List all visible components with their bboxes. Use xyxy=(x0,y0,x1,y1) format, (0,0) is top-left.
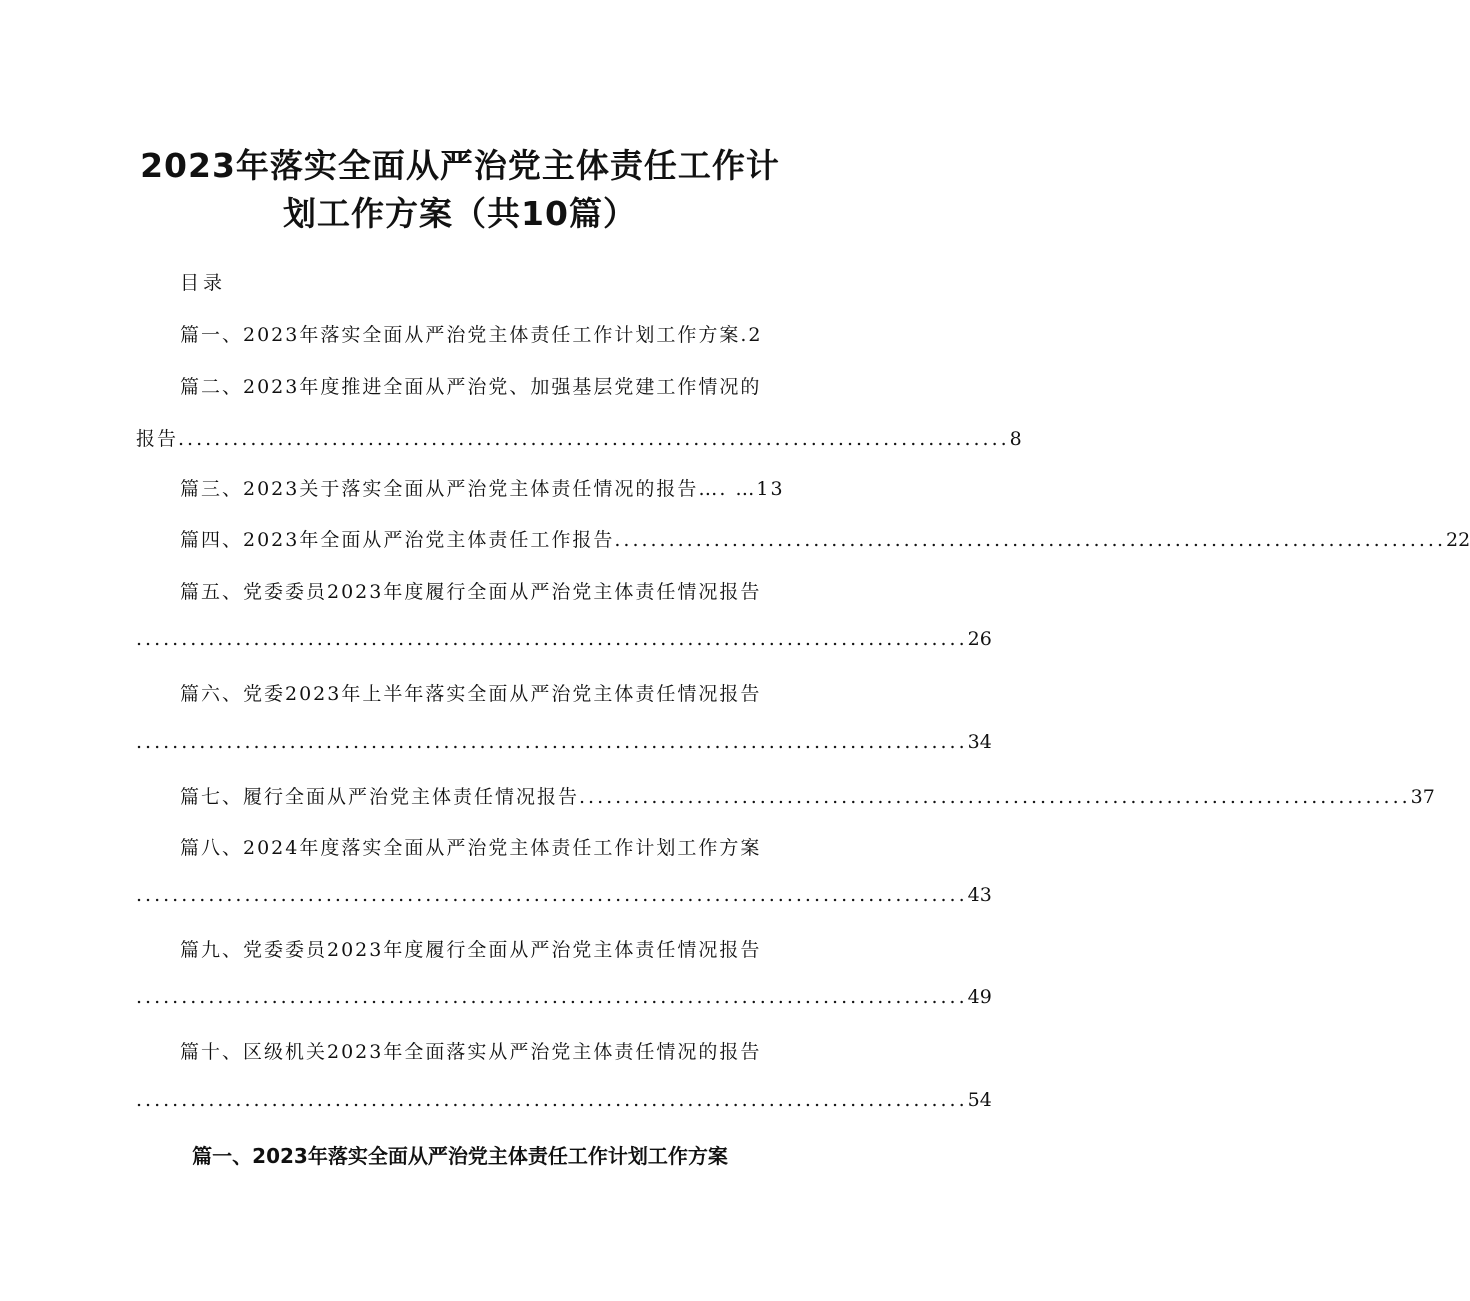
document-title-line-2: 划工作方案（共10篇） xyxy=(283,194,637,233)
toc-leader-dots: ............................................................................................ xyxy=(614,529,1446,551)
toc-entry-9-continuation[interactable] xyxy=(136,986,992,1008)
toc-leader-dots: ............................................................................................ xyxy=(579,786,1411,808)
toc-leader-dots: ............................................................................................ xyxy=(136,986,968,1008)
toc-leader-dots: ............................................................................................ xyxy=(178,428,1010,450)
toc-leader-dots: ............................................................................................ xyxy=(136,884,968,906)
toc-entry-10[interactable]: 篇十、区级机关2023年全面落实从严治党主体责任情况的报告 xyxy=(180,1041,762,1063)
toc-entry-5[interactable]: 篇五、党委委员2023年度履行全面从严治党主体责任情况报告 xyxy=(180,581,762,603)
toc-page-number: 54 xyxy=(967,1089,992,1111)
toc-entry-9[interactable]: 篇九、党委委员2023年度履行全面从严治党主体责任情况报告 xyxy=(180,939,762,961)
toc-page-number: 49 xyxy=(967,986,992,1008)
toc-entry-2[interactable]: 篇二、2023年度推进全面从严治党、加强基层党建工作情况的 xyxy=(180,376,762,398)
toc-entry-7[interactable] xyxy=(180,782,1435,809)
toc-heading: 目录 xyxy=(180,272,227,294)
toc-entry-5-continuation[interactable] xyxy=(136,628,992,650)
toc-entry-8[interactable]: 篇八、2024年度落实全面从严治党主体责任工作计划工作方案 xyxy=(180,837,762,859)
toc-page-number: 34 xyxy=(967,731,992,753)
toc-entry-10-continuation[interactable] xyxy=(136,1089,992,1111)
section-heading: 篇一、2023年落实全面从严治党主体责任工作计划工作方案 xyxy=(192,1144,728,1168)
toc-entry-3[interactable]: 篇三、2023关于落实全面从严治党主体责任情况的报告…. …13 xyxy=(180,478,785,500)
toc-page-number: 26 xyxy=(967,628,992,650)
toc-entry-2-continuation[interactable] xyxy=(136,424,1022,451)
toc-leader-dots: ............................................................................................ xyxy=(136,731,968,753)
toc-page-number: 37 xyxy=(1410,786,1435,808)
toc-leader-dots: ............................................................................................ xyxy=(136,628,968,650)
toc-page-number: 8 xyxy=(1009,428,1022,450)
toc-entry-7-text: 篇七、履行全面从严治党主体责任情况报告 xyxy=(180,786,580,808)
toc-page-number: 22 xyxy=(1446,529,1470,551)
toc-entry-6-continuation[interactable] xyxy=(136,731,992,753)
document-title-line-1: 2023年落实全面从严治党主体责任工作计 xyxy=(140,146,780,185)
toc-entry-2-continuation-text: 报告 xyxy=(136,428,179,450)
toc-page-number: 43 xyxy=(967,884,992,906)
toc-entry-4-text: 篇四、2023年全面从严治党主体责任工作报告 xyxy=(180,529,615,551)
toc-entry-4[interactable] xyxy=(180,525,1470,552)
toc-entry-6[interactable]: 篇六、党委2023年上半年落实全面从严治党主体责任情况报告 xyxy=(180,683,762,705)
toc-entry-8-continuation[interactable] xyxy=(136,884,992,906)
toc-entry-1[interactable]: 篇一、2023年落实全面从严治党主体责任工作计划工作方案.2 xyxy=(180,324,763,346)
toc-leader-dots: ............................................................................................ xyxy=(136,1089,968,1111)
